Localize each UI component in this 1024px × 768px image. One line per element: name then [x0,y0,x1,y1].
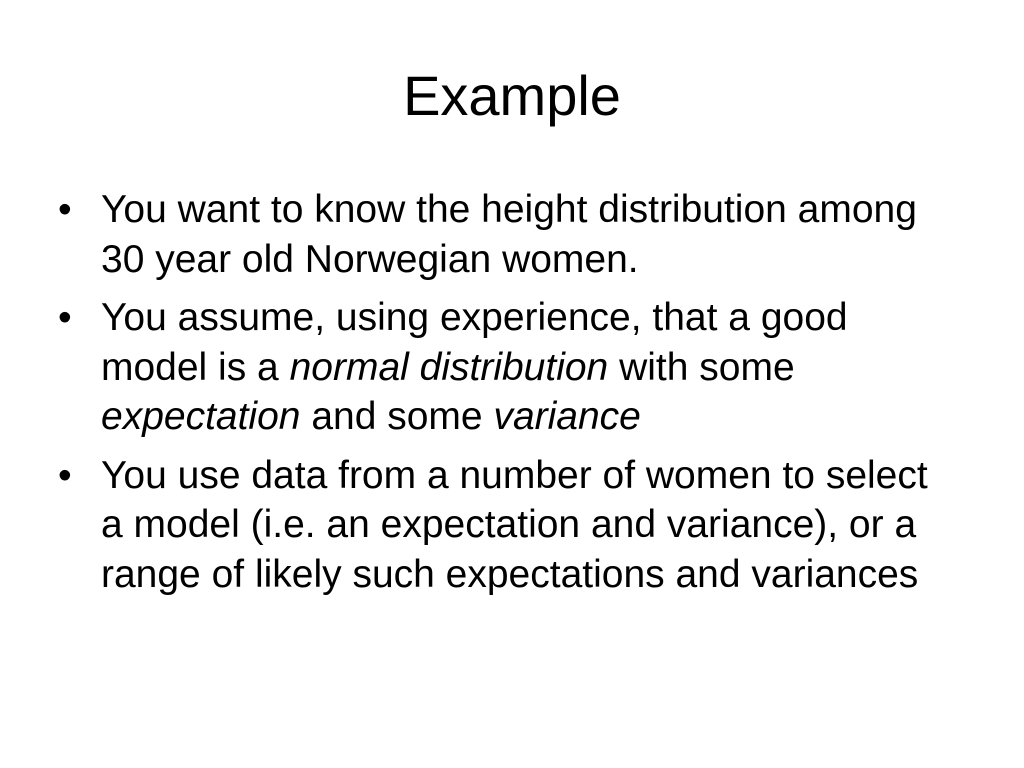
bullet-icon: • [58,453,72,497]
bullet-item-height-distribution [58,185,958,284]
bullet-item-normal-distribution [58,293,958,442]
bullet-text: You use data from a number of women to select a model (i.e. an expectation and variance), or a range of likely such expectations and variances [101,453,928,596]
emphasis-normal-distribution: normal distribution [289,345,609,389]
bullet-icon: • [58,188,72,231]
bullet-text-part: with some [608,345,795,389]
bullet-icon: • [58,296,72,339]
bullet-text-part: and some [300,395,494,438]
emphasis-variance: variance [493,395,641,438]
bullet-list [58,185,958,608]
slide-title: Example [403,64,621,127]
bullet-item-data-model-selection [58,451,958,600]
bullet-text-part: You assume, using experience, that a good model is a [101,296,848,389]
emphasis-expectation: expectation [101,395,301,438]
bullet-text: You want to know the height distribution among 30 year old Norwegian women. [101,188,917,281]
